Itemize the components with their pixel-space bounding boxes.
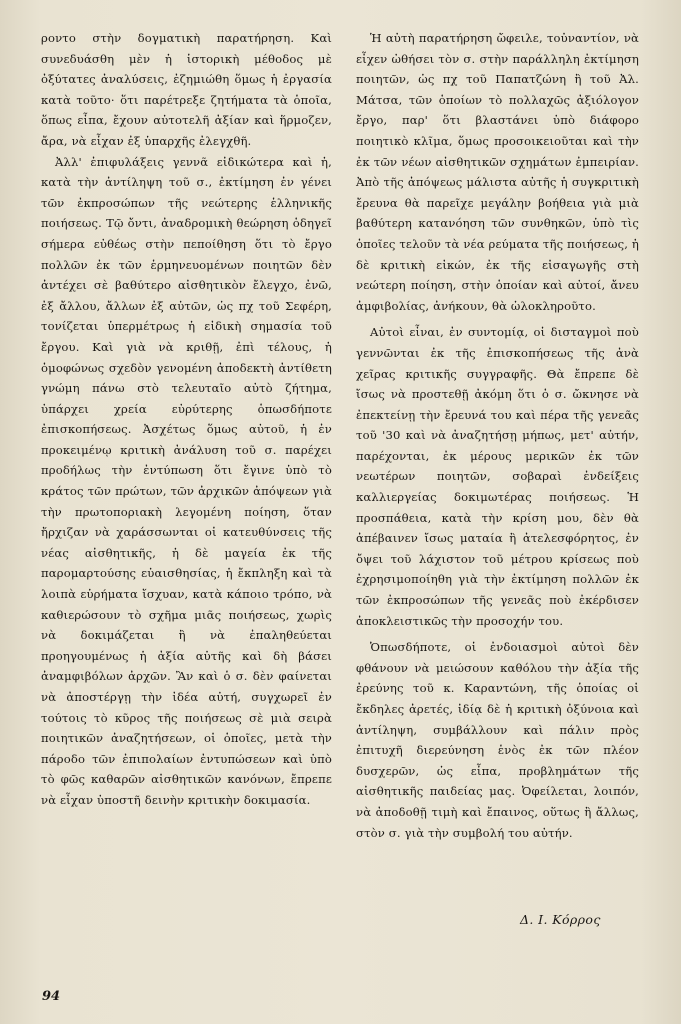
right-column [356, 28, 639, 843]
paragraph: Ἡ αὐτὴ παρατήρηση ὤφειλε, τοὐναντίον, νὰ εἶχεν ὠθήσει τὸν σ. στὴν παράλληλη ἐκτίμηση ποιητῶν, ὡς πχ τοῦ Παπατζώνη ἢ τοῦ Ἀλ. Μάτσα, τῶν ὁποίων τὸ πολλαχῶς ἀξιόλογον ἔργο, παρ' ὅτι βλαστάνει ὑπὸ διάφορο ποιητικὸ κλῖμα, ὅμως προσοικειοῦται καὶ τὴν ἐκ τῶν νέων αἰσθητικῶν σχημάτων ἐμπειρίαν. Ἀπὸ τῆς ἀπόψεως μάλιστα αὐτῆς ἡ συγκριτικὴ ἔρευνα θὰ παρεῖχε μεγάλην βοήθεια γιὰ μιὰ βαθύτερη κατανόηση τῶν συνθηκῶν, ὑπὸ τὶς ὁποῖες τελοῦν τὰ νέα ρεύματα τῆς ποιήσεως, ἡ δὲ κριτικὴ εἰκών, ἐκ τῆς εἰσαγωγῆς στὴ νεώτερη ποίηση, στὴν ὁποίαν καὶ αὐτοί, ἄνευ ἀμφιβολίας, ἀνήκουν, θὰ ὡλοκληροῦτο. [356, 31, 639, 313]
paragraph: ροντο στὴν δογματικὴ παρατήρηση. Καὶ συνεδυάσθη μὲν ἡ ἱστορικὴ μέθοδος μὲ ὀξύτατες ἀναλύσεις, ἐζημιώθη ὅμως ἡ ἐργασία κατὰ τοῦτο· ὅτι παρέτρεξε ζητήματα τὰ ὁποῖα, ὅπως εἶπα, ἔχουν αὐτοτελῆ ἀξίαν καὶ ἥρμοζεν, ἄρα, νὰ εἶχαν ἐξ ὑπαρχῆς ἐλεγχθῆ. [41, 31, 332, 148]
paragraph: Αὐτοὶ εἶναι, ἐν συντομίᾳ, οἱ δισταγμοὶ ποὺ γεννῶνται ἐκ τῆς ἐπισκοπήσεως τῆς ἀνὰ χεῖρας κριτικῆς συγγραφῆς. Θὰ ἔπρεπε δὲ ἴσως νὰ προστεθῇ ἀκόμη ὅτι ὁ σ. ὤκνησε νὰ ἐπεκτείνῃ τὴν ἔρευνά του καὶ πέρα τῆς γενεᾶς τοῦ '30 καὶ νὰ ἀναζητήσῃ μήπως, μετ' αὐτήν, παρέχονται, ἐκ μέρους μερικῶν ἐκ τῶν νεωτέρων ποιητῶν, σοβαραὶ ἐνδείξεις καλλιεργείας δοκιμωτέρας ποιήσεως. Ἡ προσπάθεια, κατὰ τὴν κρίση μου, δὲν θὰ ἀπέβαινεν ἴσως ματαία ἢ ἀτελεσφόρητος, ἐν ὄψει τοῦ λάχιστον τοῦ μέτρου κρίσεως ποὺ ἐχρησιμοποίηθη γιὰ τὴν ἐκτίμηση πολλῶν ἐκ τῶν ἐκπροσώπων τῆς γενεᾶς ποὺ ἐκέρδισεν ἀποκλειστικῶς τὴν προσοχήν του. [356, 325, 639, 628]
author-signature: Δ. Ι. Κόρρος [520, 912, 601, 927]
page-number: 94 [42, 989, 61, 1004]
paragraph: Ἀλλ' ἐπιφυλάξεις γεννᾶ εἰδικώτερα καὶ ἡ, κατὰ τὴν ἀντίληψη τοῦ σ., ἐκτίμηση ἐν γένει τῶν ἐκπροσώπων τῆς νεώτερης ἑλληνικῆς ποιήσεως. Τῷ ὄντι, ἀναδρομικὴ θεώρηση ὁδηγεῖ σήμερα εὐθέως στὴν πεποίθηση ὅτι τὸ ἔργο πολλῶν ἐκ τῶν ἑρμηνευομένων ποιητῶν δὲν ἀντέχει σὲ βαθύτερο αἰσθητικὸν ἔλεγχο, ἐνῶ, ἐξ ἄλλου, ἄλλων ἐξ αὐτῶν, ὡς πχ τοῦ Σεφέρη, τονίζεται ὑπερμέτρως ἡ εἰδικὴ σημασία τοῦ ἔργου. Καὶ γιὰ νὰ κριθῇ, ἐπὶ τέλους, ἡ ὁμοφώνως σχεδὸν γενομένη ἀποδεκτὴ ἀντίθετη γνώμη πάνω στὸ τελευταῖο αὐτὸ ζήτημα, ὑπάρχει χρεία εὐρύτερης ὁπωσδήποτε ἐπισκοπήσεως. Ἀσχέτως ὅμως αὐτοῦ, ἡ ἐν προκειμένῳ κριτικὴ ἀνάλυση τοῦ σ. παρέχει προδήλως τὴν ἐντύπωση ὅτι ἔγινε ὑπὸ τὸ κράτος τῶν πρώτων, τῶν ἀρχικῶν ἀπόψεων γιὰ τὴν πρωτοποριακὴ λεγομένη ποίηση, ὅταν ἤρχιζαν νὰ χαράσσωνται οἱ κατευθύνσεις τῆς νέας αἰσθητικῆς, ἡ δὲ μαγεία ἐκ τῆς παρομαρτούσης εὐαισθησίας, ἡ ἔκπληξη καὶ τὰ λοιπὰ εὑρήματα ἴσχυαν, κατὰ κάποιο τρόπο, νὰ καθιερώσουν τὸ σχῆμα μιᾶς ποιήσεως, χωρὶς νὰ δοκιμάζεται ἢ νὰ ἐπαληθεύεται προηγουμένως ἡ ἀξία αὐτῆς καὶ δὴ βάσει ἀναμφιβόλων ἀρχῶν. Ἂν καὶ ὁ σ. δὲν φαίνεται νὰ ἀποστέργῃ τὴν ἰδέα αὐτή, συγχωρεῖ ἐν τούτοις τὸ κῦρος τῆς ποιήσεως σὲ μιὰ σειρὰ ποιητικῶν ἀναζητήσεων, οἱ ὁποῖες, μετὰ τὴν πάροδο τῶν ἐπιπολαίων ἐντυπώσεων καὶ ὑπὸ τὸ φῶς καθαρῶν αἰσθητικῶν κανόνων, ἔπρεπε νὰ εἶχαν ὑποστῆ δεινὴν κριτικὴν δοκιμασία. [41, 154, 332, 807]
left-column [41, 28, 332, 811]
paragraph: Ὁπωσδήποτε, οἱ ἐνδοιασμοὶ αὐτοὶ δὲν φθάνουν νὰ μειώσουν καθόλου τὴν ἀξία τῆς ἐρεύνης τοῦ κ. Καραντώνη, τῆς ὁποίας οἱ ἔκδηλες ἀρετές, ἰδίᾳ δὲ ἡ κριτικὴ ὀξύνοια καὶ ἀντίληψη, συμβάλλουν καὶ πάλιν πρὸς ἐπιτυχῆ διερεύνηση ἑνὸς ἐκ τῶν πλέον δυσχερῶν, ὡς εἶπα, προβλημάτων τῆς αἰσθητικῆς παιδείας μας. Ὀφείλεται, λοιπόν, νὰ ἀποδοθῇ τιμὴ καὶ ἔπαινος, οὕτως ἢ ἄλλως, στὸν σ. γιὰ τὴν συμβολή του αὐτήν. [356, 640, 639, 840]
